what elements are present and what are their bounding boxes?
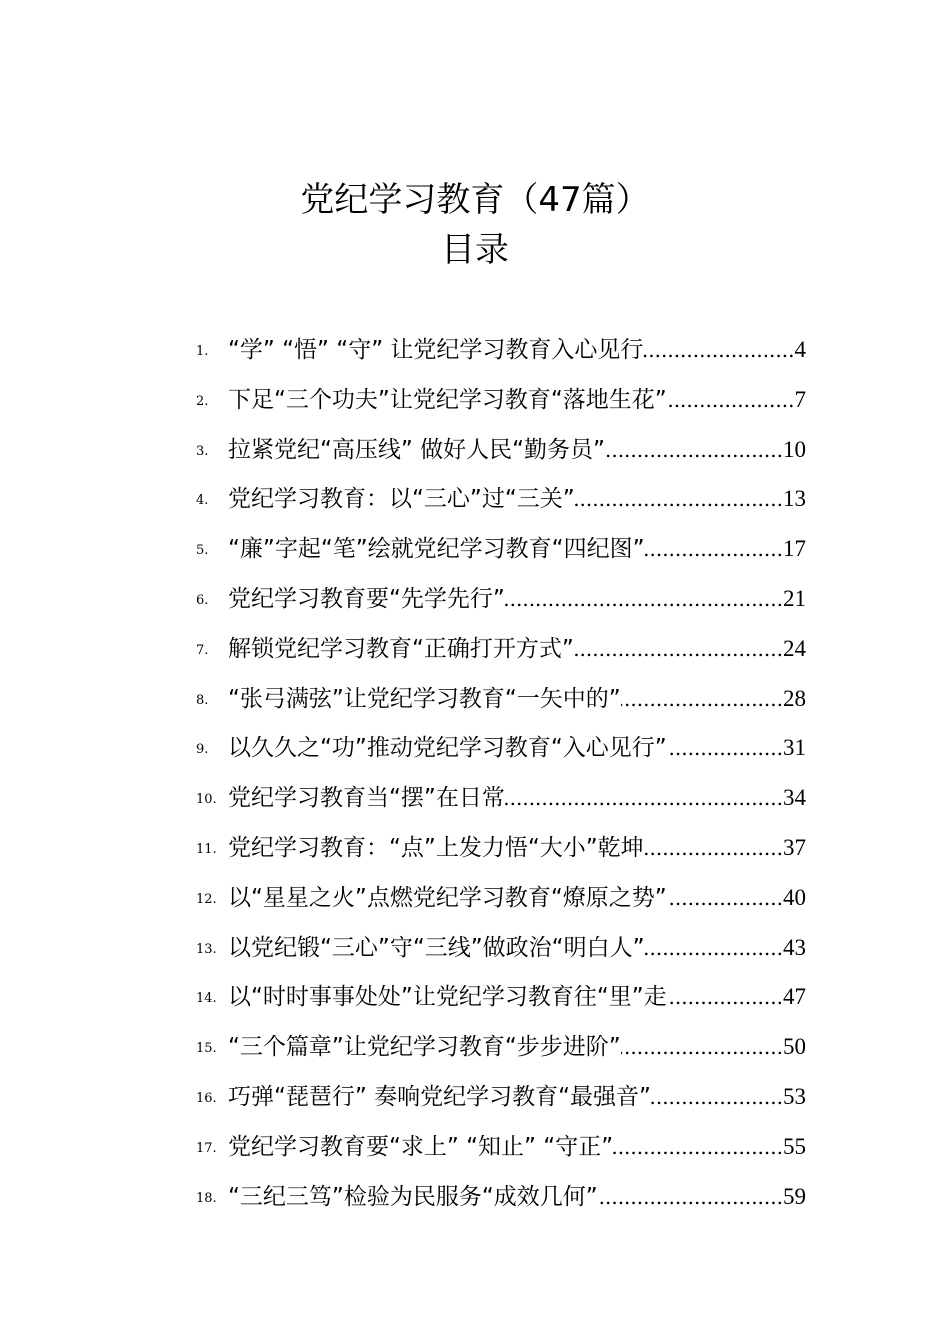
- toc-entry-title: 党纪学习教育要“求上” “知止” “守正”: [228, 1133, 614, 1160]
- toc-entry-number: 5.: [196, 543, 209, 559]
- toc-entry-title: 党纪学习教育：“点”上发力悟“大小”乾坤: [228, 835, 644, 861]
- toc-entry-line: [228, 1027, 806, 1067]
- toc-dot-leader: [598, 1177, 783, 1217]
- toc-entry-number: 8.: [196, 692, 209, 708]
- toc-dot-leader: [651, 1077, 783, 1117]
- toc-entry-row[interactable]: [0, 430, 950, 470]
- toc-entry-page-number: 47: [783, 984, 806, 1010]
- toc-dot-leader: [505, 579, 783, 619]
- toc-entry-title: 党纪学习教育当“摆”在日常: [228, 785, 505, 812]
- toc-entry-page-number: 59: [783, 1183, 806, 1209]
- toc-entry-number: 10.: [196, 792, 217, 808]
- toc-entry-line: [228, 629, 806, 669]
- toc-entry-title: 以“时时事事处处”让党纪学习教育往“里”走: [228, 984, 667, 1011]
- toc-entry-number: 2.: [196, 393, 209, 409]
- toc-entry-row[interactable]: [0, 928, 950, 968]
- toc-dot-leader: [621, 1027, 783, 1067]
- toc-entry-page-number: 28: [783, 685, 806, 711]
- toc-entry-title: 解锁党纪学习教育“正确打开方式”: [228, 635, 574, 662]
- toc-entry-line: [228, 728, 806, 768]
- toc-dot-leader: [667, 728, 783, 768]
- toc-entry-page-number: 7: [794, 386, 806, 412]
- toc-entry-row[interactable]: [0, 380, 950, 420]
- toc-entry-row[interactable]: [0, 1077, 950, 1117]
- toc-entry-title: 下足“三个功夫”让党纪学习教育“落地生花”: [228, 386, 667, 413]
- toc-entry-line: [228, 928, 806, 968]
- toc-entry-page-number: 50: [783, 1034, 806, 1060]
- toc-entry-title: 拉紧党纪“高压线” 做好人民“勤务员”: [228, 436, 605, 463]
- toc-entry-title: 以久久之“功”推动党纪学习教育“入心见行”: [228, 735, 667, 762]
- toc-entry-page-number: 17: [783, 536, 806, 562]
- toc-entry-line: [228, 1177, 806, 1217]
- toc-entry-page-number: 43: [783, 934, 806, 960]
- toc-entry-row[interactable]: [0, 977, 950, 1017]
- toc-entry-line: [228, 430, 806, 470]
- toc-entry-row[interactable]: [0, 1027, 950, 1067]
- toc-entry-line: [228, 1127, 806, 1167]
- toc-dot-leader: [667, 878, 783, 918]
- toc-entry-row[interactable]: [0, 828, 950, 868]
- toc-entry-number: 9.: [196, 742, 209, 758]
- toc-entry-line: [228, 330, 806, 370]
- toc-entry-number: 16.: [196, 1091, 217, 1106]
- toc-entry-number: 1.: [196, 344, 209, 359]
- toc-entry-row[interactable]: [0, 778, 950, 818]
- toc-entry-number: 12.: [196, 891, 217, 907]
- toc-entry-line: [228, 679, 806, 719]
- toc-entry-page-number: 53: [783, 1084, 806, 1109]
- toc-entry-title: 巧弹“琵琶行” 奏响党纪学习教育“最强音”: [228, 1084, 651, 1110]
- toc-heading: 目录: [441, 230, 509, 270]
- toc-entry-title: “张弓满弦”让党纪学习教育“一矢中的”: [228, 685, 621, 712]
- toc-entry-number: 15.: [196, 1041, 217, 1057]
- toc-entry-title: 以“星星之火”点燃党纪学习教育“燎原之势”: [228, 884, 667, 911]
- toc-entry-row[interactable]: [0, 878, 950, 918]
- toc-entry-title: “三纪三笃”检验为民服务“成效几何”: [228, 1183, 598, 1210]
- toc-dot-leader: [575, 479, 783, 519]
- toc-dot-leader: [643, 330, 794, 370]
- toc-entry-page-number: 4: [794, 337, 806, 362]
- document-title: 党纪学习教育（47篇）: [300, 180, 650, 220]
- toc-entry-number: 6.: [196, 593, 209, 608]
- toc-entry-line: [228, 778, 806, 818]
- toc-entry-title: “学” “悟” “守” 让党纪学习教育入心见行: [228, 337, 644, 363]
- toc-entry-line: [228, 479, 806, 519]
- toc-entry-row[interactable]: [0, 629, 950, 669]
- toc-entry-line: [228, 380, 806, 420]
- toc-entry-page-number: 24: [783, 635, 806, 661]
- toc-entry-row[interactable]: [0, 1177, 950, 1217]
- toc-entry-page-number: 31: [783, 735, 806, 761]
- toc-entry-row[interactable]: [0, 1127, 950, 1167]
- toc-entry-number: 3.: [196, 443, 209, 459]
- toc-entry-row[interactable]: [0, 579, 950, 619]
- toc-entry-number: 4.: [196, 493, 209, 509]
- toc-dot-leader: [645, 529, 784, 569]
- toc-entry-row[interactable]: [0, 479, 950, 519]
- toc-entry-line: [228, 529, 806, 569]
- toc-entry-number: 11.: [196, 842, 217, 857]
- toc-entry-title: 党纪学习教育要“先学先行”: [228, 586, 505, 612]
- toc-entry-number: 13.: [196, 941, 217, 957]
- toc-entry-page-number: 10: [783, 436, 806, 462]
- toc-entry-line: [228, 977, 806, 1017]
- toc-dot-leader: [667, 977, 783, 1017]
- toc-entry-number: 7.: [196, 642, 209, 658]
- toc-dot-leader: [505, 778, 783, 818]
- toc-entry-number: 17.: [196, 1140, 217, 1156]
- toc-dot-leader: [667, 380, 795, 420]
- toc-entry-page-number: 34: [783, 785, 806, 811]
- toc-dot-leader: [574, 629, 783, 669]
- toc-entry-number: 18.: [196, 1190, 217, 1206]
- toc-entry-title: 以党纪锻“三心”守“三线”做政治“明白人”: [228, 934, 645, 961]
- toc-entry-page-number: 40: [783, 884, 806, 910]
- toc-dot-leader: [613, 1127, 783, 1167]
- toc-entry-line: [228, 1077, 806, 1117]
- toc-entry-title: “三个篇章”让党纪学习教育“步步进阶”: [228, 1034, 621, 1061]
- toc-entry-page-number: 21: [783, 586, 806, 611]
- toc-entry-number: 14.: [196, 991, 217, 1007]
- toc-dot-leader: [605, 430, 783, 470]
- toc-entry-page-number: 55: [783, 1133, 806, 1159]
- toc-entry-row[interactable]: [0, 529, 950, 569]
- toc-entry-title: “廉”字起“笔”绘就党纪学习教育“四纪图”: [228, 536, 645, 563]
- toc-dot-leader: [645, 928, 784, 968]
- toc-entry-title: 党纪学习教育：以“三心”过“三关”: [228, 486, 575, 513]
- toc-entry-page-number: 37: [783, 835, 806, 860]
- toc-dot-leader: [621, 679, 783, 719]
- toc-entry-line: [228, 579, 806, 619]
- toc-entry-page-number: 13: [783, 486, 806, 512]
- toc-dot-leader: [644, 828, 783, 868]
- toc-entry-row[interactable]: [0, 679, 950, 719]
- toc-entry-line: [228, 878, 806, 918]
- toc-entry-line: [228, 828, 806, 868]
- toc-entry-row[interactable]: [0, 728, 950, 768]
- toc-entry-row[interactable]: [0, 330, 950, 370]
